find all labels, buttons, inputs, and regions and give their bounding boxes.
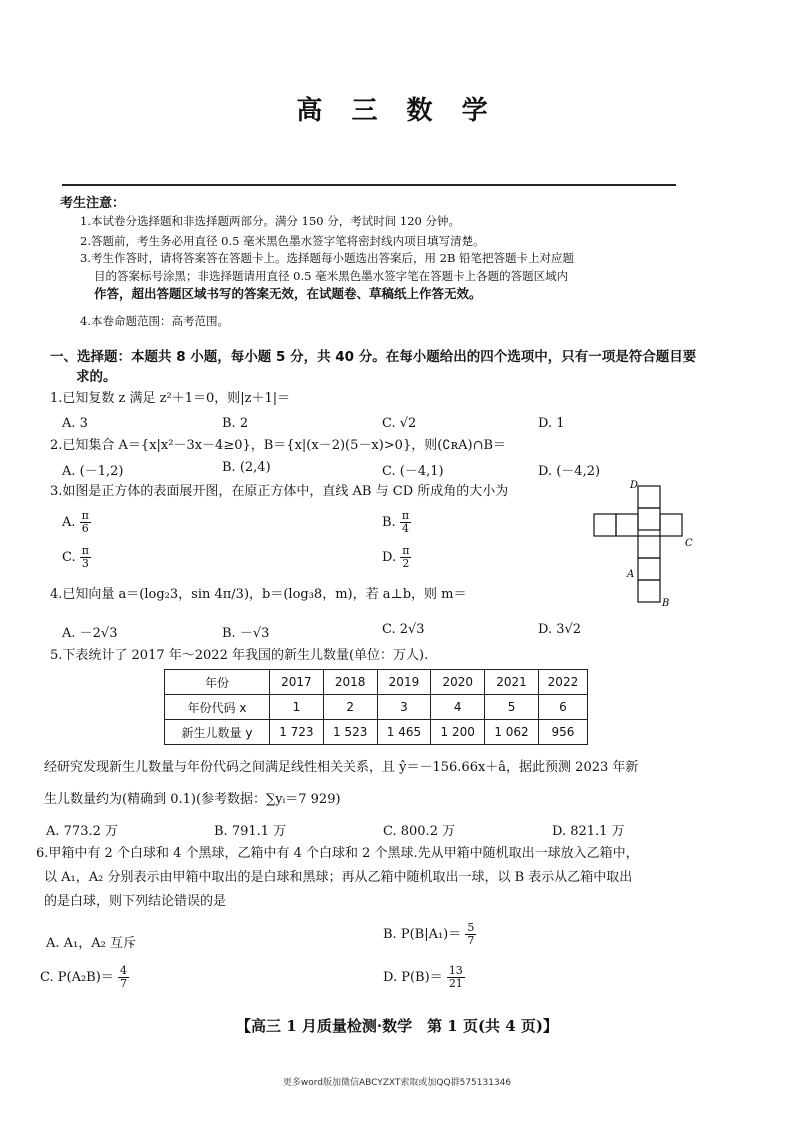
q6-stem: 的是白球，则下列结论错误的是 [44, 894, 227, 909]
table-cell: 2019 [377, 670, 431, 695]
notice-item: 3.考生作答时，请将答案答在答题卡上。选择题每小题选出答案后，用 2B 铅笔把答题卡上对应题 [80, 251, 575, 265]
page-title: 高 三 数 学 [296, 96, 498, 126]
table-cell: 2021 [485, 670, 539, 695]
frac-den: 4 [401, 522, 409, 535]
frac-num: π [402, 544, 410, 557]
q5-stem: 5.下表统计了 2017 年～2022 年我国的新生儿数量(单位：万人). [50, 648, 429, 663]
q5-text: 经研究发现新生儿数量与年份代码之间满足线性相关关系，且 ŷ＝－156.66x＋â，据此预测 2023 年新 [44, 760, 639, 775]
q2-option-d: D. (－4,2) [538, 464, 601, 479]
q2-option-b: B. (2,4) [222, 460, 271, 475]
q3-option-d [382, 545, 411, 570]
notice-item: 1.本试卷分选择题和非选择题两部分。满分 150 分，考试时间 120 分钟。 [80, 214, 460, 228]
table-row [165, 695, 588, 720]
frac-num: π [81, 544, 89, 557]
net-face [638, 508, 660, 530]
table-cell: 6 [538, 695, 587, 720]
table-cell: 新生儿数量 y [165, 720, 270, 745]
table-row [165, 720, 588, 745]
fraction [118, 965, 129, 990]
option-label: A. [62, 515, 76, 530]
table-cell: 年份代码 x [165, 695, 270, 720]
q1-stem: 1.已知复数 z 满足 z²＋1＝0，则|z＋1|＝ [50, 391, 291, 406]
frac-den: 7 [467, 934, 475, 947]
net-face [616, 514, 638, 536]
label-D: D [630, 480, 639, 491]
q2-stem: 2.已知集合 A＝{x|x²－3x－4≥0}，B＝{x|(x－2)(5－x)>0}，则(∁ʀA)∩B＝ [50, 438, 507, 453]
q4-option-a: A. －2√3 [62, 626, 118, 641]
table-cell: 1 523 [323, 720, 377, 745]
section-heading: 一、选择题：本题共 8 小题，每小题 5 分，共 40 分。在每小题给出的四个选项中，只有一项是符合题目要 [50, 349, 697, 365]
table-cell: 1 062 [485, 720, 539, 745]
q1-option-a: A. 3 [62, 416, 88, 431]
q3-stem: 3.如图是正方体的表面展开图，在原正方体中，直线 AB 与 CD 所成角的大小为 [50, 484, 509, 499]
q1-option-d: D. 1 [538, 416, 565, 431]
q6-option-b [383, 922, 476, 947]
option-label: C. P(A₂B)＝ [40, 970, 114, 985]
notice-heading: 考生注意： [60, 196, 126, 211]
table-cell: 1 465 [377, 720, 431, 745]
table-cell: 2018 [323, 670, 377, 695]
label-A: A [627, 569, 635, 580]
table-cell: 2020 [431, 670, 485, 695]
q2-option-c: C. (－4,1) [382, 464, 444, 479]
birth-stats-table [164, 669, 588, 745]
net-face [594, 514, 616, 536]
fraction [80, 545, 91, 570]
table-cell: 1 [270, 695, 324, 720]
q4-option-b: B. －√3 [222, 626, 270, 641]
table-cell: 2022 [538, 670, 587, 695]
q1-option-c: C. √2 [382, 416, 417, 431]
notice-item: 作答，超出答题区域书写的答案无效，在试题卷、草稿纸上作答无效。 [94, 286, 482, 301]
table-row [165, 670, 588, 695]
frac-num: 5 [467, 921, 475, 934]
page-footer: 【高三 1 月质量检测·数学 第 1 页(共 4 页)】 [235, 1017, 559, 1035]
q4-stem: 4.已知向量 a＝(log₂3，sin 4π/3)，b＝(log₃8，m)，若 a⊥b，则 m＝ [50, 587, 467, 602]
q3-option-b [382, 510, 411, 535]
notice-item: 2.答题前，考生务必用直径 0.5 毫米黑色墨水签字笔将密封线内项目填写清楚。 [80, 234, 485, 248]
option-label: D. [382, 550, 397, 565]
q5-text: 生儿数量约为(精确到 0.1)(参考数据：∑yᵢ＝7 929) [44, 792, 341, 807]
cube-net-figure [590, 476, 700, 611]
q3-option-c [62, 545, 91, 570]
q6-option-a: A. A₁，A₂ 互斥 [46, 936, 136, 951]
frac-den: 21 [448, 977, 463, 990]
table-cell: 5 [485, 695, 539, 720]
frac-den: 6 [81, 522, 89, 535]
q4-option-d: D. 3√2 [538, 622, 582, 637]
net-face [638, 486, 660, 508]
q5-option-b: B. 791.1 万 [214, 824, 287, 839]
option-label: B. P(B|A₁)＝ [383, 927, 462, 942]
label-C: C [685, 538, 693, 549]
option-label: D. P(B)＝ [383, 970, 443, 985]
fraction [400, 510, 411, 535]
notice-item: 4.本卷命题范围：高考范围。 [80, 314, 229, 328]
bottom-note: 更多word版加微信ABCYZXT索取或加QQ群575131346 [282, 1078, 512, 1088]
fraction [447, 965, 465, 990]
q4-option-c: C. 2√3 [382, 622, 425, 637]
frac-num: 4 [119, 964, 127, 977]
net-face [638, 580, 660, 602]
frac-num: 13 [448, 964, 463, 977]
label-B: B [662, 598, 670, 609]
table-cell: 2017 [270, 670, 324, 695]
table-cell: 2 [323, 695, 377, 720]
q2-option-a: A. (－1,2) [62, 464, 124, 479]
table-cell: 4 [431, 695, 485, 720]
frac-den: 7 [119, 977, 127, 990]
table-cell: 年份 [165, 670, 270, 695]
option-label: C. [62, 550, 76, 565]
frac-den: 3 [81, 557, 89, 570]
fraction [80, 510, 91, 535]
net-face [660, 514, 682, 536]
table-cell: 956 [538, 720, 587, 745]
q1-option-b: B. 2 [222, 416, 249, 431]
frac-num: π [81, 509, 89, 522]
net-face [638, 536, 660, 558]
frac-num: π [401, 509, 410, 522]
option-label: B. [382, 515, 396, 530]
q5-option-a: A. 773.2 万 [46, 824, 119, 839]
section-heading-cont: 求的。 [76, 369, 117, 385]
table-cell: 3 [377, 695, 431, 720]
q6-stem: 6.甲箱中有 2 个白球和 4 个黑球，乙箱中有 4 个白球和 2 个黑球.先从甲箱中随机取出一球放入乙箱中， [36, 846, 639, 861]
table-cell: 1 200 [431, 720, 485, 745]
q5-option-c: C. 800.2 万 [383, 824, 456, 839]
q3-option-a [62, 510, 91, 535]
fraction [465, 922, 476, 947]
net-face [638, 558, 660, 580]
q5-option-d: D. 821.1 万 [552, 824, 625, 839]
notice-item: 目的答案标号涂黑；非选择题请用直径 0.5 毫米黑色墨水签字笔在答题卡上各题的答题区域内 [94, 269, 569, 283]
fraction [400, 545, 411, 570]
header-rule [62, 184, 676, 186]
table-cell: 1 723 [270, 720, 324, 745]
q6-stem: 以 A₁，A₂ 分别表示由甲箱中取出的是白球和黑球；再从乙箱中随机取出一球，以 B 表示从乙箱中取出 [44, 870, 633, 885]
q6-option-c [40, 965, 129, 990]
q6-option-d [383, 965, 465, 990]
frac-den: 2 [402, 557, 410, 570]
